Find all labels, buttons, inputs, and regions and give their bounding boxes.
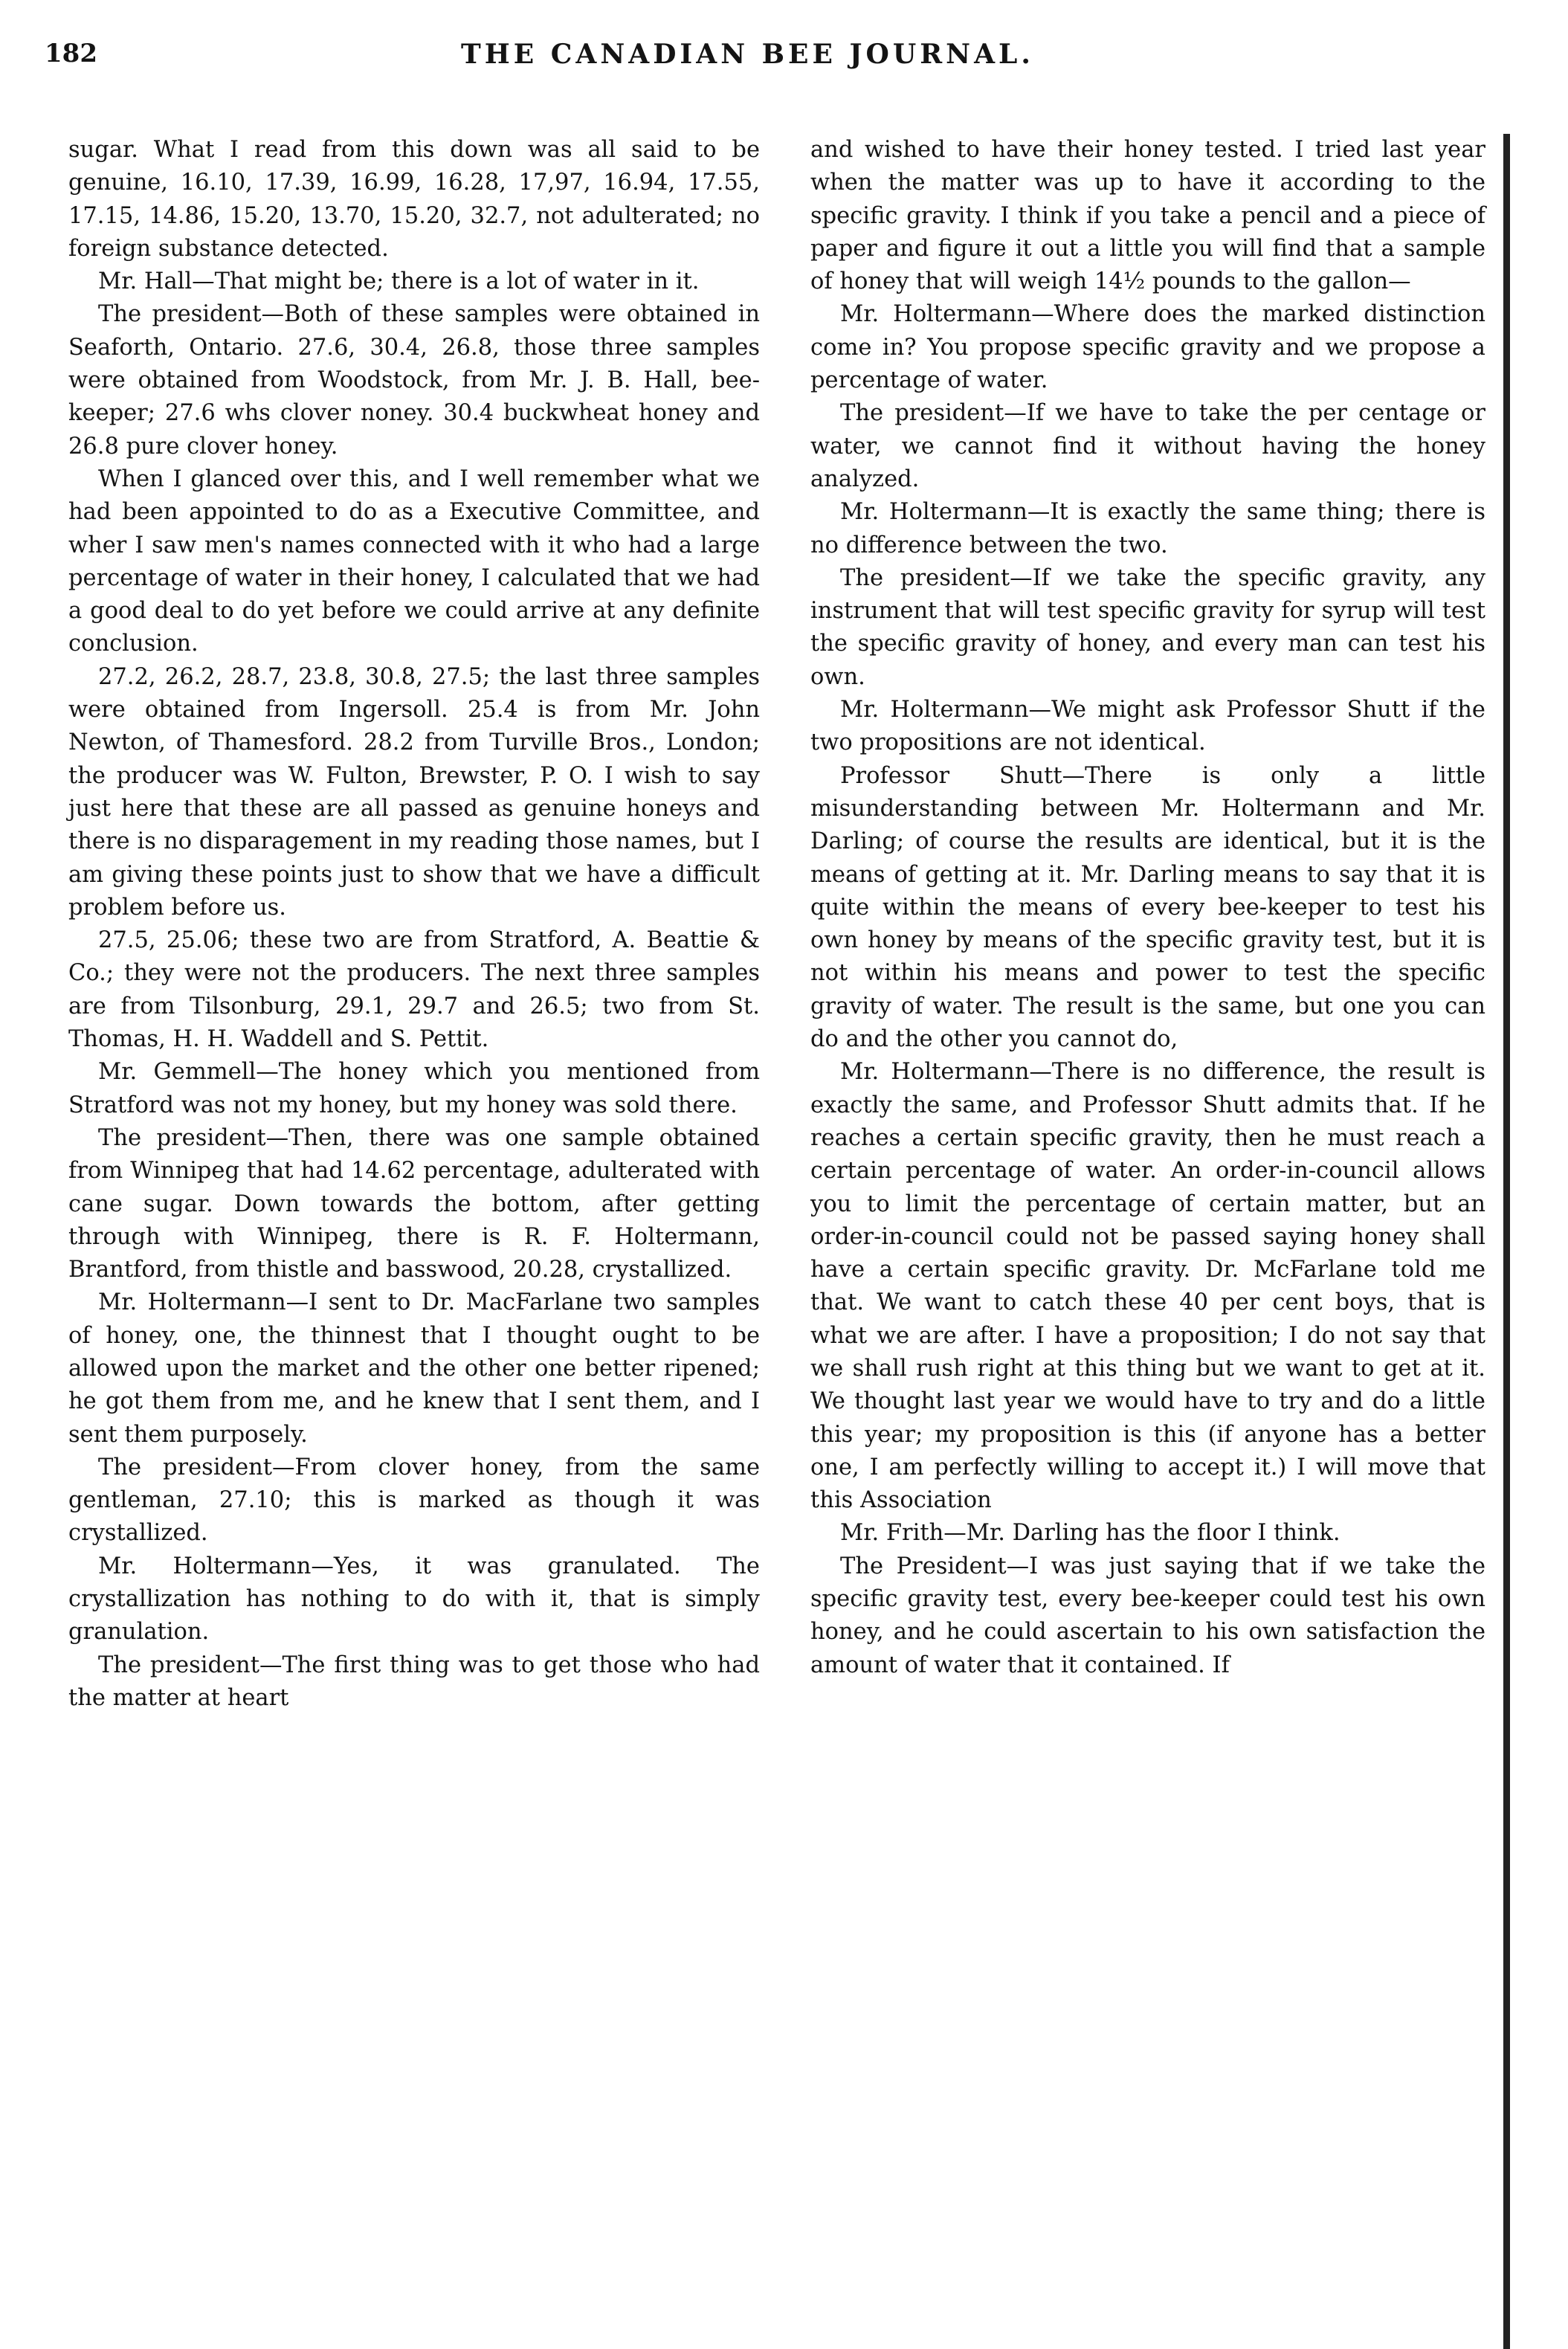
paragraph: Mr. Holtermann—It is exactly the same thing; there is no difference between the two. (810, 499, 1485, 558)
paragraph: The President—I was just saying that if we take the specific gravity test, every bee-keeper could test his own honey, and he could ascertain to his own satisfaction the amount of water that it contained. If (810, 1553, 1485, 1678)
page-header (45, 39, 1494, 83)
paragraph: Mr. Hall—That might be; there is a lot of water in it. (98, 268, 700, 295)
paragraph: When I glanced over this, and I well remember what we had been appointed to do as a Executive Committee, and wher I saw men's names connected with it who had a large percentage of water in their honey, I calculated that we had a good deal to do yet before we could arrive at any definite conclusion. (68, 465, 760, 657)
paragraph: The president—The first thing was to get those who had the matter at heart (68, 1652, 760, 1711)
paragraph: Mr. Frith—Mr. Darling has the floor I think. (840, 1520, 1340, 1547)
paragraph: The president—Both of these samples were obtained in Seaforth, Ontario. 27.6, 30.4, 26.8, those three samples were obtained from Woodstock, from Mr. J. B. Hall, bee-keeper; 27.6 whs clover noney. 30.4 buckwheat honey and 26.8 pure clover honey. (68, 301, 760, 460)
paragraph: and wished to have their honey tested. I tried last year when the matter was up to have it according to the specific gravity. I think if you take a pencil and a piece of paper and figure it out a little you will find that a sample of honey that will weigh 14½ pounds to the gallon— (810, 137, 1485, 295)
paragraph: Mr. Holtermann—There is no difference, the result is exactly the same, and Professor Shutt admits that. If he reaches a certain specific gravity, then he must reach a certain percentage of water. An order-in-council allows you to limit the percentage of certain matter, but an order-in-council could not be passed saying honey shall have a certain specific gravity. Dr. McFarlane told me that. We want to catch these 40 per cent boys, that is what we are after. I have a proposition; I do not say that we shall rush right at this thing but we want to get at it. We thought last year we would have to try and do a little this year; my proposition is this (if anyone has a better one, I am perfectly willing to accept it.) I will move that this Association (810, 1059, 1485, 1514)
right-column (810, 134, 1485, 1682)
paragraph: sugar. What I read from this down was all said to be genuine, 16.10, 17.39, 16.99, 16.28, 17,97, 16.94, 17.55, 17.15, 14.86, 15.20, 13.70, 15.20, 32.7, not adulterated; no foreign substance detected. (68, 137, 760, 262)
paragraph: The president—From clover honey, from the same gentleman, 27.10; this is marked as though it was crystallized. (68, 1454, 760, 1547)
page-number: 182 (45, 39, 97, 68)
paragraph: Professor Shutt—There is only a little misunderstanding between Mr. Holtermann and Mr. Darling; of course the results are identical, but it is the means of getting at it. Mr. Darling means to say that it is quite within the means of every bee-keeper to test his own honey by means of the specific gravity test, but it is not within his means and power to test the specific gravity of water. The result is the same, but one you can do and the other you cannot do, (810, 762, 1485, 1053)
paragraph: Mr. Holtermann—I sent to Dr. MacFarlane two samples of honey, one, the thinnest that I thought ought to be allowed upon the market and the other one better ripened; he got them from me, and he knew that I sent them, and I sent them purposely. (68, 1289, 760, 1448)
paragraph: The president—If we have to take the per centage or water, we cannot find it without having the honey analyzed. (810, 400, 1485, 492)
left-column (68, 134, 760, 1715)
paragraph: Mr. Holtermann—Where does the marked distinction come in? You propose specific gravity and we propose a percentage of water. (810, 301, 1485, 394)
running-title: THE CANADIAN BEE JOURNAL. (461, 39, 1034, 70)
paragraph: Mr. Holtermann—We might ask Professor Shutt if the two propositions are not identical. (810, 697, 1485, 756)
paragraph: The president—If we take the specific gravity, any instrument that will test specific gravity for syrup will test the specific gravity of honey, and every man can test his own. (810, 564, 1485, 690)
paragraph: 27.2, 26.2, 28.7, 23.8, 30.8, 27.5; the last three samples were obtained from Ingersoll. 25.4 is from Mr. John Newton, of Thamesford. 28.2 from Turville Bros., London; the producer was W. Fulton, Brewster, P. O. I wish to say just here that these are all passed as genuine honeys and there is no disparagement in my reading those names, but I am giving these points just to show that we have a difficult problem before us. (68, 663, 760, 921)
paragraph: Mr. Holtermann—Yes, it was granulated. The crystallization has nothing to do with it, that is simply granulation. (68, 1553, 760, 1646)
binding-edge-shadow (1503, 134, 1510, 2349)
paragraph: Mr. Gemmell—The honey which you mentioned from Stratford was not my honey, but my honey was sold there. (68, 1059, 760, 1118)
paragraph: The president—Then, there was one sample obtained from Winnipeg that had 14.62 percentage, adulterated with cane sugar. Down towards the bottom, after getting through with Winnipeg, there is R. F. Holtermann, Brantford, from thistle and basswood, 20.28, crystallized. (68, 1124, 760, 1283)
paragraph: 27.5, 25.06; these two are from Stratford, A. Beattie & Co.; they were not the producers. The next three samples are from Tilsonburg, 29.1, 29.7 and 26.5; two from St. Thomas, H. H. Waddell and S. Pettit. (68, 927, 760, 1053)
